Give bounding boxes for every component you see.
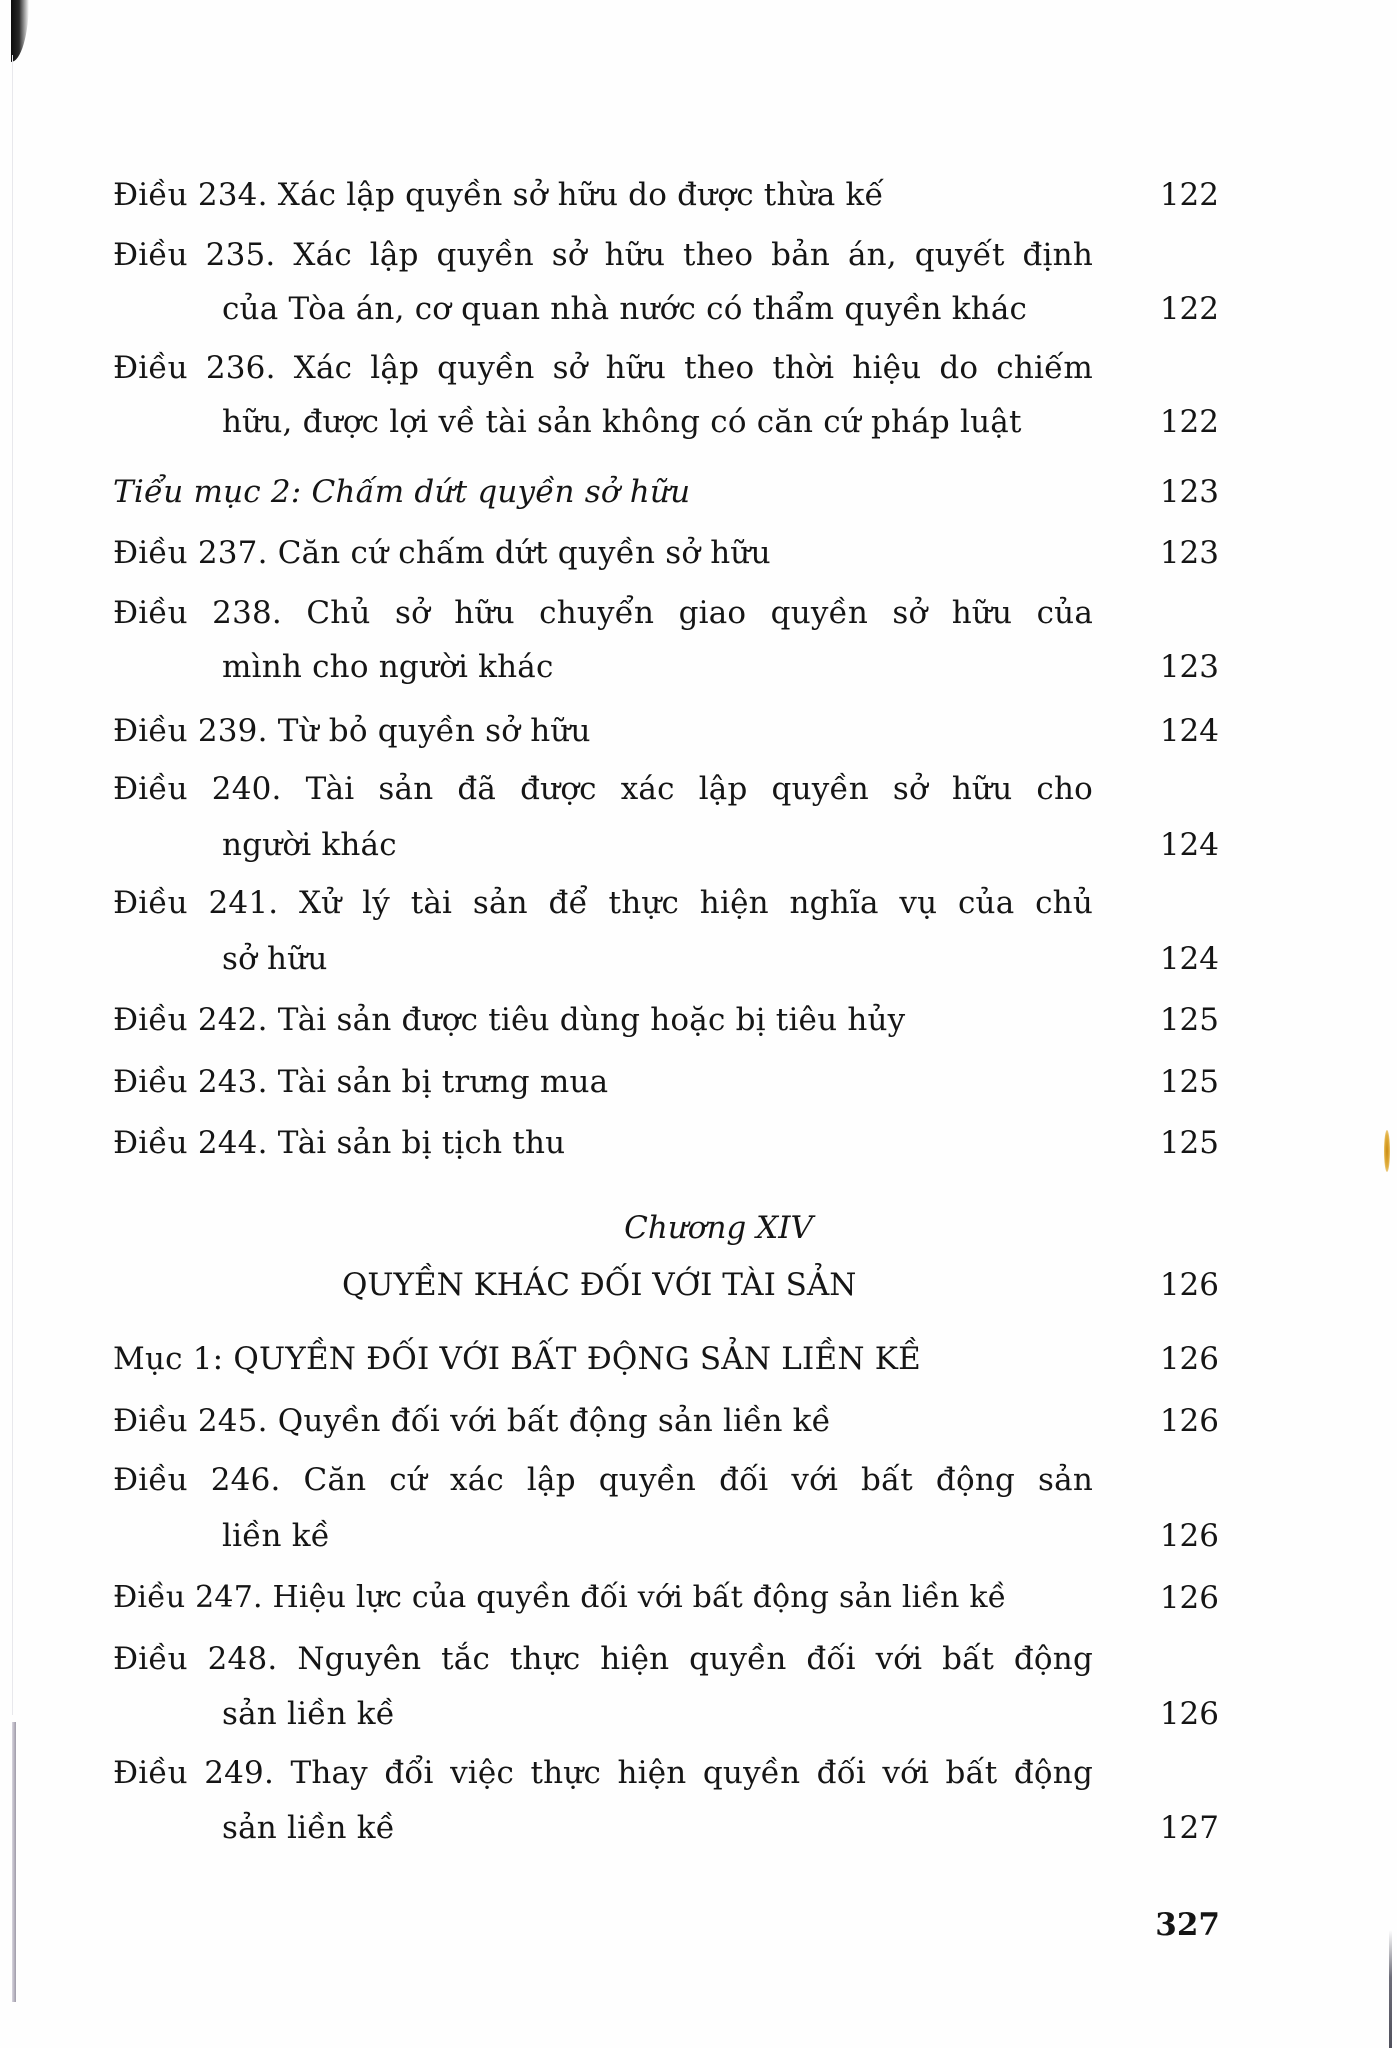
entry-page-number: 125 — [1159, 1125, 1219, 1161]
toc-entry-dieu-249[interactable] — [0, 1748, 1397, 1798]
entry-title: Điều 245. Quyền đối với bất động sản liền kề — [113, 1403, 831, 1439]
entry-page-number: 126 — [1159, 1696, 1219, 1732]
scan-edge-shadow — [11, 0, 29, 62]
entry-page-number: 123 — [1159, 535, 1219, 571]
toc-entry-tieu-muc-2[interactable] — [0, 467, 1397, 517]
entry-title: Điều 236. Xác lập quyền sở hữu theo thời hiệu do chiếm — [113, 350, 1093, 386]
subsection-title: Tiểu mục 2: Chấm dứt quyền sở hữu — [113, 474, 691, 510]
toc-entry-dieu-239[interactable] — [0, 706, 1397, 756]
entry-title-continuation: người khác — [222, 827, 397, 863]
entry-title: Điều 246. Căn cứ xác lập quyền đối với bất động sản — [113, 1462, 1093, 1498]
entry-title: Điều 248. Nguyên tắc thực hiện quyền đối với bất động — [113, 1641, 1093, 1677]
entry-page-number: 126 — [1159, 1518, 1219, 1554]
entry-page-number: 126 — [1159, 1341, 1219, 1377]
entry-title-continuation: sở hữu — [222, 941, 328, 977]
entry-title: Điều 243. Tài sản bị trưng mua — [113, 1064, 609, 1100]
toc-entry-dieu-238-cont — [0, 642, 1397, 692]
section-title: Mục 1: QUYỀN ĐỐI VỚI BẤT ĐỘNG SẢN LIỀN KỀ — [113, 1341, 921, 1377]
toc-entry-dieu-242[interactable] — [0, 995, 1397, 1045]
entry-title-continuation: hữu, được lợi về tài sản không có căn cứ pháp luật — [222, 404, 1022, 440]
entry-title-continuation: mình cho người khác — [222, 649, 554, 685]
toc-entry-dieu-238[interactable] — [0, 588, 1397, 638]
toc-entry-dieu-245[interactable] — [0, 1396, 1397, 1446]
entry-page-number: 127 — [1159, 1810, 1219, 1846]
entry-title-continuation: sản liền kề — [222, 1696, 395, 1732]
entry-title-continuation: của Tòa án, cơ quan nhà nước có thẩm quyền khác — [222, 291, 1028, 327]
entry-page-number: 124 — [1159, 827, 1219, 863]
entry-title: Điều 235. Xác lập quyền sở hữu theo bản án, quyết định — [113, 237, 1093, 273]
toc-entry-dieu-249-cont — [0, 1803, 1397, 1853]
toc-entry-dieu-237[interactable] — [0, 528, 1397, 578]
entry-title: Điều 249. Thay đổi việc thực hiện quyền đối với bất động — [113, 1755, 1093, 1791]
toc-entry-dieu-235-cont — [0, 284, 1397, 334]
toc-entry-dieu-240[interactable] — [0, 764, 1397, 814]
toc-entry-dieu-244[interactable] — [0, 1118, 1397, 1168]
entry-page-number: 124 — [1159, 713, 1219, 749]
toc-entry-dieu-246-cont — [0, 1511, 1397, 1561]
entry-title: Điều 237. Căn cứ chấm dứt quyền sở hữu — [113, 535, 771, 571]
entry-title: Điều 241. Xử lý tài sản để thực hiện nghĩa vụ của chủ — [113, 885, 1093, 921]
toc-entry-dieu-248[interactable] — [0, 1634, 1397, 1684]
entry-page-number: 123 — [1159, 474, 1219, 510]
entry-title: Điều 247. Hiệu lực của quyền đối với bất động sản liền kề — [113, 1580, 1007, 1615]
entry-page-number: 125 — [1159, 1064, 1219, 1100]
entry-page-number: 124 — [1159, 941, 1219, 977]
entry-title: Điều 244. Tài sản bị tịch thu — [113, 1125, 566, 1161]
entry-page-number: 123 — [1159, 649, 1219, 685]
entry-page-number: 125 — [1159, 1002, 1219, 1038]
toc-entry-dieu-236[interactable] — [0, 343, 1397, 393]
entry-page-number: 126 — [1159, 1580, 1219, 1616]
entry-title: Điều 238. Chủ sở hữu chuyển giao quyền sở hữu của — [113, 595, 1093, 631]
toc-entry-dieu-248-cont — [0, 1689, 1397, 1739]
toc-entry-dieu-241-cont — [0, 934, 1397, 984]
toc-entry-dieu-246[interactable] — [0, 1455, 1397, 1505]
toc-entry-dieu-240-cont — [0, 820, 1397, 870]
entry-page-number: 126 — [1159, 1403, 1219, 1439]
page-edge-line-right — [1389, 1930, 1392, 2048]
chapter-label: Chương XIV — [624, 1210, 813, 1246]
toc-entry-dieu-241[interactable] — [0, 878, 1397, 928]
entry-title: Điều 240. Tài sản đã được xác lập quyền sở hữu cho — [113, 771, 1093, 807]
toc-entry-dieu-236-cont — [0, 397, 1397, 447]
toc-entry-dieu-247[interactable] — [0, 1573, 1397, 1623]
toc-entry-dieu-243[interactable] — [0, 1057, 1397, 1107]
entry-title: Điều 234. Xác lập quyền sở hữu do được thừa kế — [113, 177, 884, 213]
entry-page-number: 122 — [1159, 404, 1219, 440]
entry-page-number: 122 — [1159, 177, 1219, 213]
entry-page-number: 122 — [1159, 291, 1219, 327]
entry-title-continuation: liền kề — [222, 1518, 330, 1554]
toc-entry-dieu-234[interactable] — [0, 170, 1397, 220]
entry-title: Điều 242. Tài sản được tiêu dùng hoặc bị tiêu hủy — [113, 1002, 906, 1038]
chapter-page-number: 126 — [1159, 1267, 1219, 1303]
toc-entry-dieu-235[interactable] — [0, 230, 1397, 280]
page-folio-number: 327 — [1155, 1907, 1220, 1943]
chapter-title: QUYỀN KHÁC ĐỐI VỚI TÀI SẢN — [342, 1267, 857, 1303]
entry-title: Điều 239. Từ bỏ quyền sở hữu — [113, 713, 591, 749]
chapter-heading — [0, 1203, 1397, 1253]
chapter-title-row[interactable] — [0, 1260, 1397, 1310]
toc-entry-muc-1[interactable] — [0, 1334, 1397, 1384]
entry-title-continuation: sản liền kề — [222, 1810, 395, 1846]
